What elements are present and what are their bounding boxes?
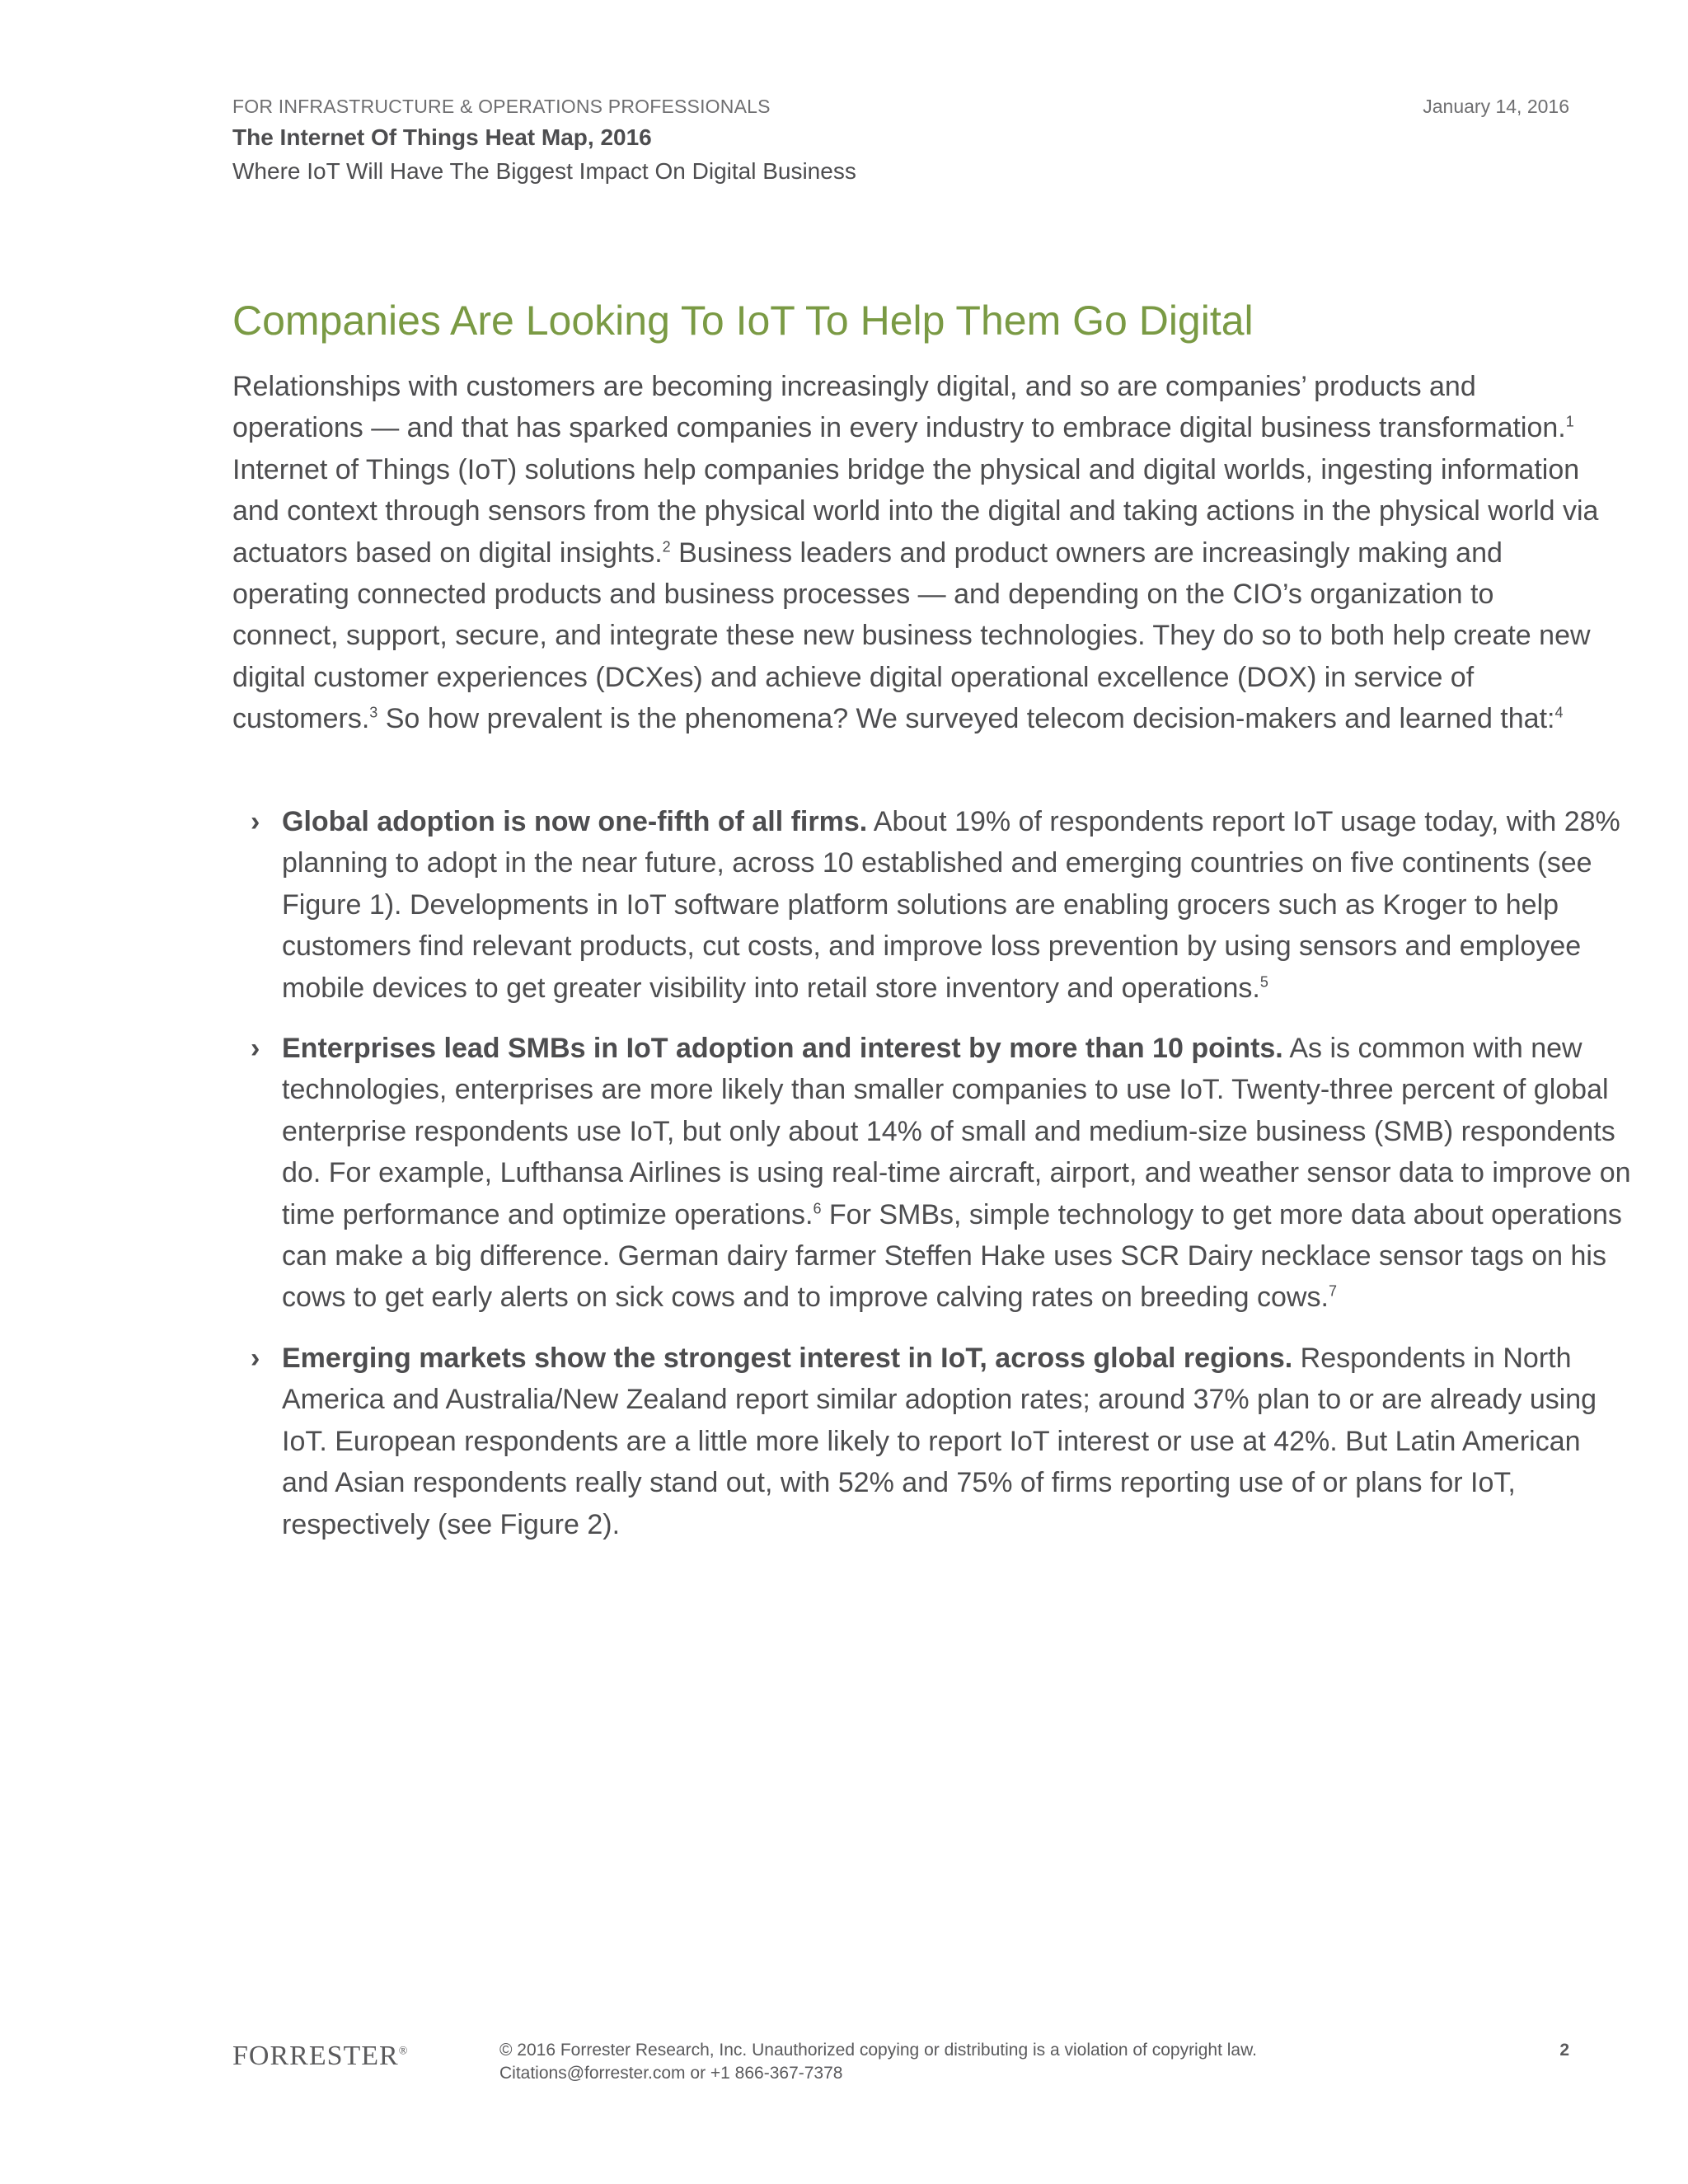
intro-text-1: Relationships with customers are becoming increasingly digital, and so are companies’ products and operations — and that has sparked companies in every industry to embrace digital business transformation. [232,371,1566,444]
footnote-ref-7[interactable]: 7 [1328,1283,1337,1301]
page-header [232,92,1569,188]
footnote-ref-6[interactable]: 6 [813,1200,822,1217]
report-title: The Internet Of Things Heat Map, 2016 [232,124,652,150]
publication-date: January 14, 2016 [1423,96,1569,117]
bullet-chevron-icon: › [251,1033,260,1065]
footnote-ref-3[interactable]: 3 [369,704,378,721]
finding-global-adoption [232,801,1634,1009]
report-subtitle: Where IoT Will Have The Biggest Impact On Digital Business [232,158,856,184]
intro-text-4: So how prevalent is the phenomena? We surveyed telecom decision-makers and learned that: [377,703,1555,735]
logo-wordmark: FORRESTER [232,2041,399,2071]
finding-enterprises-vs-smbs [232,1028,1634,1319]
intro-paragraph [232,366,1601,740]
footnote-ref-5[interactable]: 5 [1259,973,1268,991]
findings-list [232,801,1634,1545]
finding-lead: Emerging markets show the strongest interest in IoT, across global regions. [282,1342,1293,1374]
finding-text: About 19% of respondents report IoT usage today, with 28% planning to adopt in the near future, across 10 established and emerging countries on five continents (see Figure 1). Developments in IoT software platform solutions are enabling grocers such as Kroger to help customers find relevant products, cut costs, and improve loss prevention by using sensors and employee mobile devices to get greater visibility into retail store inventory and operations. [282,806,1620,1004]
bullet-chevron-icon: › [251,806,260,837]
footnote-ref-1[interactable]: 1 [1565,414,1574,431]
footnote-ref-4[interactable]: 4 [1554,704,1564,721]
section-heading: Companies Are Looking To IoT To Help Them Go Digital [232,298,1254,344]
copyright-notice [499,2039,1257,2085]
copyright-line: © 2016 Forrester Research, Inc. Unauthorized copying or distributing is a violation of copyright law. [499,2041,1257,2060]
finding-text-continued: For SMBs, simple technology to get more data about operations can make a big difference. German dairy farmer Steffen Hake uses SCR Dairy necklace sensor tags on his cows to get early alerts on sick cows and to improve calving rates on breeding cows. [282,1198,1622,1314]
finding-emerging-markets [232,1338,1634,1545]
footnote-ref-2[interactable]: 2 [662,538,671,555]
intro-text-2: Internet of Things (IoT) solutions help companies bridge the physical and digital worlds, ingesting information and context through sensors from the physical world into the digital and taking actions in the physical world via actuators based on digital insights. [232,453,1599,569]
page-footer [232,2039,1569,2088]
finding-text: Respondents in North America and Australia/New Zealand report similar adoption rates; around 37% plan to or are already using IoT. European respondents are a little more likely to report IoT interest or use at 42%. But Latin American and Asian respondents really stand out, with 52% and 75% of firms reporting use of or plans for IoT, respectively (see Figure 2). [282,1342,1597,1540]
citations-contact-link[interactable]: Citations@forrester.com or +1 866-367-7378 [499,2064,843,2083]
section-label: FOR INFRASTRUCTURE & OPERATIONS PROFESSIONALS [232,96,771,117]
forrester-logo [232,2041,408,2072]
registered-mark: ® [398,2045,409,2058]
finding-lead: Enterprises lead SMBs in IoT adoption and interest by more than 10 points. [282,1033,1283,1065]
intro-text-3: Business leaders and product owners are increasingly making and operating connected products and business processes — and depending on the CIO’s organization to connect, support, secure, and integrate these new business technologies. They do so to both help create new digital customer experiences (DCXes) and achieve digital operational excellence (DOX) in service of customers. [232,537,1591,735]
finding-text: As is common with new technologies, enterprises are more likely than smaller companies to use IoT. Twenty-three percent of global enterprise respondents use IoT, but only about 14% of small and medium-size business (SMB) respondents do. For example, Lufthansa Airlines is using real-time aircraft, airport, and weather sensor data to improve on time performance and optimize operations. [282,1033,1631,1230]
bullet-chevron-icon: › [251,1342,260,1374]
page-number: 2 [1559,2041,1569,2060]
finding-lead: Global adoption is now one-fifth of all firms. [282,806,868,837]
